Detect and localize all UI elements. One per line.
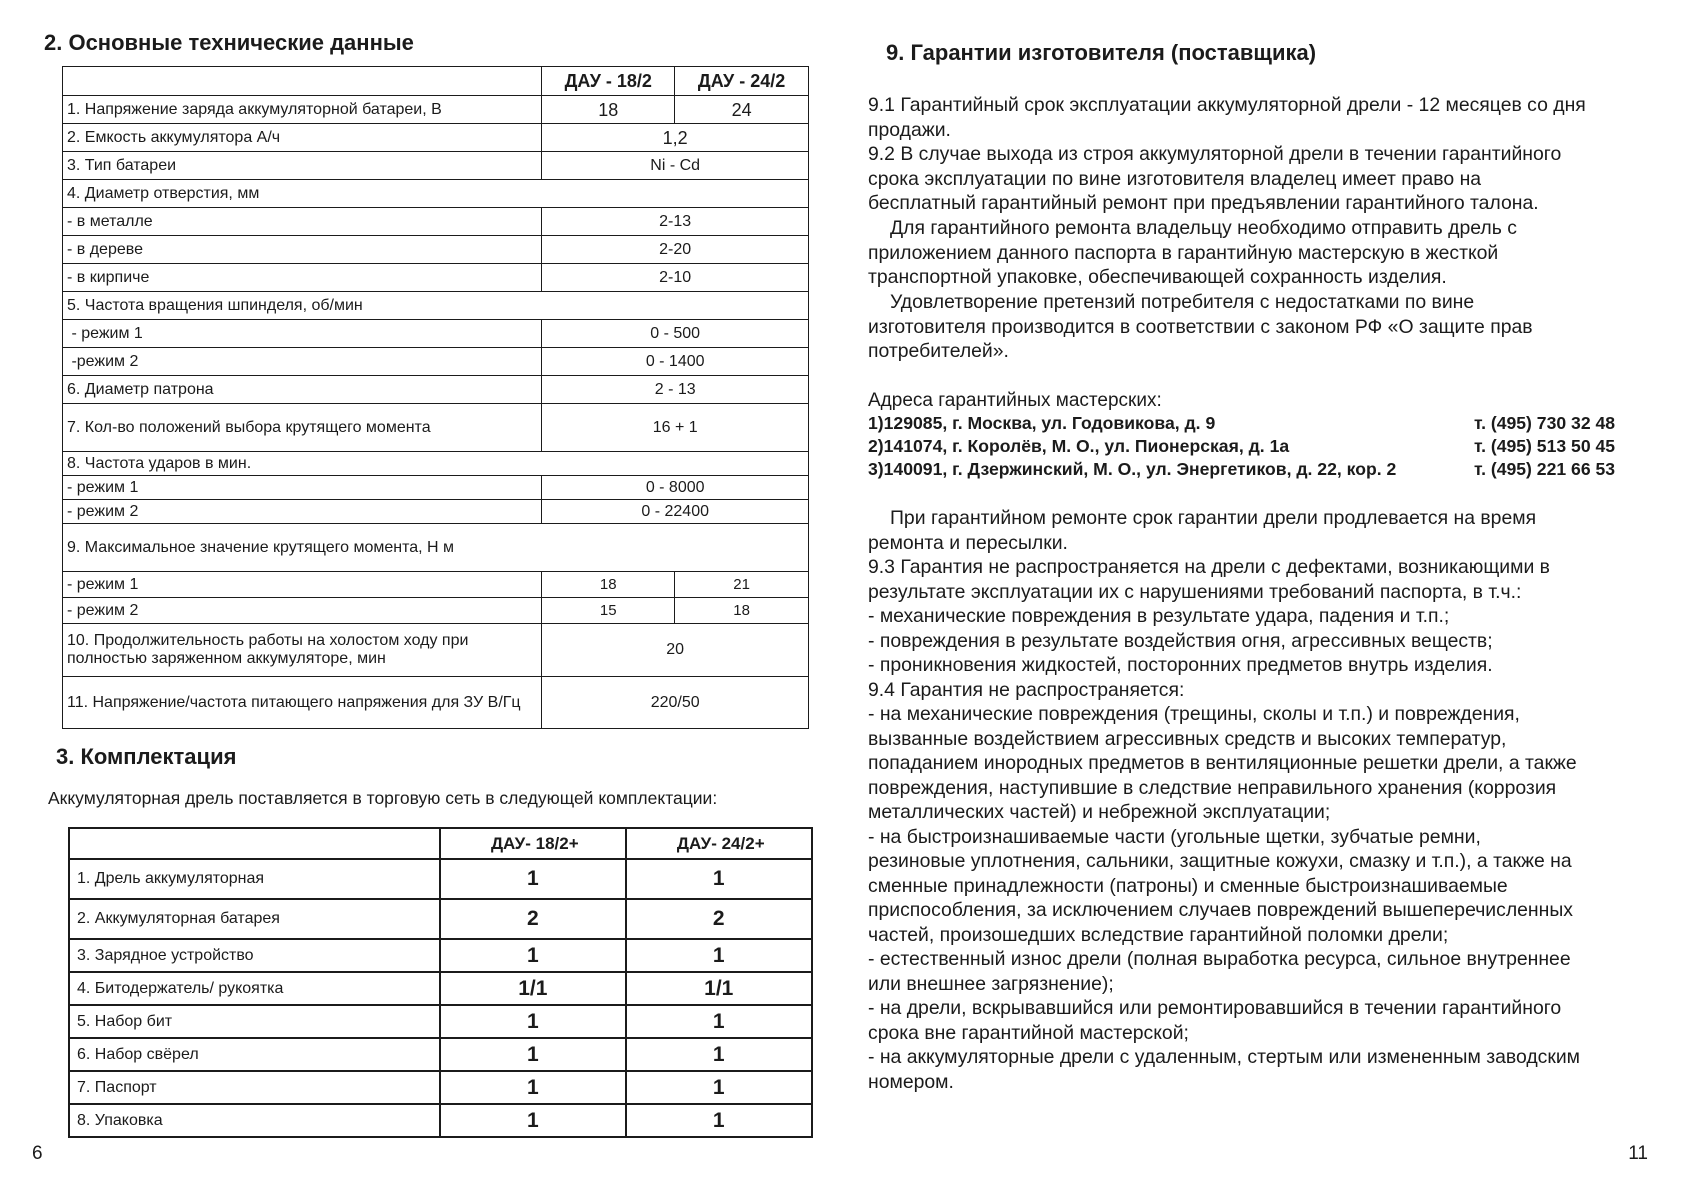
row-value: 2-13 bbox=[542, 208, 809, 236]
text-line: Удовлетворение претензий потребителя с недостатками по вине bbox=[890, 291, 1475, 313]
address-line bbox=[868, 413, 1616, 434]
col-header-dau-18: ДАУ - 18/2 bbox=[542, 67, 675, 96]
text-line: При гарантийном ремонте срок гарантии дрели продлевается на время bbox=[890, 507, 1537, 529]
text-line: - повреждения в результате воздействия огня, агрессивных веществ; bbox=[868, 629, 1493, 652]
row-label: 5. Частота вращения шпинделя, об/мин bbox=[63, 292, 809, 320]
table-row bbox=[63, 96, 809, 124]
kit-qty: 1 bbox=[440, 1071, 625, 1104]
kit-item: 5. Набор бит bbox=[69, 1005, 440, 1038]
row-label: - режим 2 bbox=[63, 500, 542, 524]
kit-qty: 1 bbox=[626, 1038, 812, 1071]
table-row bbox=[63, 208, 809, 236]
row-label: 4. Диаметр отверстия, мм bbox=[63, 180, 809, 208]
address-text: 2)141074, г. Королёв, М. О., ул. Пионерская, д. 1а bbox=[868, 436, 1290, 456]
addresses-title: Адреса гарантийных мастерских: bbox=[868, 390, 1162, 411]
col-header-dau-18-plus: ДАУ- 18/2+ bbox=[440, 828, 625, 859]
kit-qty: 1 bbox=[440, 1038, 625, 1071]
row-value: 18 bbox=[542, 572, 675, 598]
row-value: 21 bbox=[675, 572, 809, 598]
row-label: 9. Максимальное значение крутящего момента, Н м bbox=[63, 524, 809, 572]
text-line: - на быстроизнашиваемые части (угольные щетки, зубчатые ремни, bbox=[868, 825, 1481, 848]
kit-qty: 1 bbox=[626, 1104, 812, 1137]
kit-table bbox=[68, 827, 813, 1138]
text-line: 9.4 Гарантия не распространяется: bbox=[868, 678, 1185, 701]
table-cell bbox=[69, 828, 440, 859]
row-label: - в кирпиче bbox=[63, 264, 542, 292]
table-row bbox=[63, 264, 809, 292]
table-row bbox=[69, 972, 812, 1005]
text-line: бесплатный гарантийный ремонт при предъявлении гарантийного талона. bbox=[868, 192, 1539, 214]
text-line: сменные принадлежности (патроны) и сменные быстроизнашиваемые bbox=[868, 874, 1508, 897]
table-row bbox=[63, 598, 809, 624]
row-label: 1. Напряжение заряда аккумуляторной батареи, В bbox=[63, 96, 542, 124]
kit-qty: 2 bbox=[440, 899, 625, 939]
page-number-left: 6 bbox=[32, 1143, 43, 1164]
text-line: срока эксплуатации по вине изготовителя владелец имеет право на bbox=[868, 167, 1482, 190]
table-row bbox=[69, 1104, 812, 1137]
table-row bbox=[69, 1005, 812, 1038]
table-row bbox=[69, 1071, 812, 1104]
table-row bbox=[63, 524, 809, 572]
row-label: 10. Продолжительность работы на холостом ходу при полностью заряженном аккумуляторе, мин bbox=[63, 624, 542, 677]
text-line: - на аккумуляторные дрели с удаленным, стертым или измененным заводским bbox=[868, 1046, 1580, 1068]
row-value: 16 + 1 bbox=[542, 404, 809, 452]
row-label: - режим 1 bbox=[63, 572, 542, 598]
table-row bbox=[63, 124, 809, 152]
row-label: 6. Диаметр патрона bbox=[63, 376, 542, 404]
kit-item: 6. Набор свёрел bbox=[69, 1038, 440, 1071]
table-row bbox=[63, 500, 809, 524]
table-row bbox=[63, 677, 809, 729]
row-label: 11. Напряжение/частота питающего напряжения для ЗУ В/Гц bbox=[63, 677, 542, 729]
kit-qty: 1/1 bbox=[440, 972, 625, 1005]
row-label: 3. Тип батареи bbox=[63, 152, 542, 180]
table-row bbox=[63, 236, 809, 264]
section-3-title: 3. Комплектация bbox=[56, 744, 237, 769]
kit-qty: 1 bbox=[626, 1071, 812, 1104]
row-value: 18 bbox=[542, 96, 675, 124]
row-value: 0 - 22400 bbox=[542, 500, 809, 524]
row-label: 7. Кол-во положений выбора крутящего момента bbox=[63, 404, 542, 452]
row-value: 0 - 8000 bbox=[542, 476, 809, 500]
row-label: 8. Частота ударов в мин. bbox=[63, 452, 809, 476]
table-row bbox=[63, 292, 809, 320]
kit-qty: 1 bbox=[626, 859, 812, 899]
table-header-row bbox=[63, 67, 809, 96]
text-line: потребителей». bbox=[868, 340, 1009, 362]
address-line bbox=[868, 436, 1616, 457]
table-row bbox=[63, 452, 809, 476]
kit-item: 3. Зарядное устройство bbox=[69, 939, 440, 972]
text-line: металлических частей) и небрежной эксплуатации; bbox=[868, 801, 1331, 823]
table-row bbox=[69, 1038, 812, 1071]
text-line: Для гарантийного ремонта владельцу необходимо отправить дрель с bbox=[890, 217, 1517, 239]
kit-qty: 1/1 bbox=[626, 972, 812, 1005]
kit-item: 2. Аккумуляторная батарея bbox=[69, 899, 440, 939]
text-line: попаданием инородных предметов в вентиляционные решетки дрели, а также bbox=[868, 752, 1577, 774]
row-value: Ni - Cd bbox=[542, 152, 809, 180]
kit-item: 8. Упаковка bbox=[69, 1104, 440, 1137]
warranty-repair-para bbox=[868, 216, 1666, 290]
text-line: 9.3 Гарантия не распространяется на дрели с дефектами, возникающими в bbox=[868, 556, 1550, 578]
table-row bbox=[63, 376, 809, 404]
text-line: транспортной упаковке, обеспечивающей сохранность изделия. bbox=[868, 266, 1447, 288]
row-label: -режим 2 bbox=[63, 348, 542, 376]
phone-number: т. (495) 513 50 45 bbox=[1474, 436, 1616, 456]
address-line bbox=[868, 459, 1616, 480]
exclusions-para bbox=[868, 555, 1666, 1094]
text-line: - на дрели, вскрывавшийся или ремонтировавшийся в течении гарантийного bbox=[868, 997, 1562, 1019]
text-line: резиновые уплотнения, сальники, защитные кожухи, смазку и т.п.), а также на bbox=[868, 850, 1572, 872]
kit-qty: 1 bbox=[440, 939, 625, 972]
col-header-dau-24-plus: ДАУ- 24/2+ bbox=[626, 828, 812, 859]
address-text: 3)140091, г. Дзержинский, М. О., ул. Энергетиков, д. 22, кор. 2 bbox=[868, 459, 1397, 479]
text-line: - механические повреждения в результате удара, падения и т.п.; bbox=[868, 605, 1450, 627]
right-page bbox=[842, 0, 1684, 1191]
row-value: 2-20 bbox=[542, 236, 809, 264]
text-line: результате эксплуатации их с нарушениями требований паспорта, в т.ч.: bbox=[868, 580, 1522, 603]
text-line: ремонта и пересылки. bbox=[868, 531, 1068, 554]
table-row bbox=[63, 404, 809, 452]
kit-qty: 1 bbox=[626, 1005, 812, 1038]
kit-qty: 1 bbox=[440, 859, 625, 899]
text-line: - на механические повреждения (трещины, сколы и т.п.) и повреждения, bbox=[868, 703, 1520, 725]
table-row bbox=[63, 180, 809, 208]
row-value: 220/50 bbox=[542, 677, 809, 729]
row-label: - режим 1 bbox=[63, 320, 542, 348]
kit-item: 4. Битодержатель/ рукоятка bbox=[69, 972, 440, 1005]
table-row bbox=[63, 476, 809, 500]
text-line: повреждения, наступившие в следствие неправильного хранения (коррозия bbox=[868, 776, 1557, 799]
row-value: 15 bbox=[542, 598, 675, 624]
row-value: 20 bbox=[542, 624, 809, 677]
text-line: - естественный износ дрели (полная выработка ресурса, сильное внутреннее bbox=[868, 948, 1571, 970]
kit-qty: 2 bbox=[626, 899, 812, 939]
table-row bbox=[69, 939, 812, 972]
kit-item: 7. Паспорт bbox=[69, 1071, 440, 1104]
address-text: 1)129085, г. Москва, ул. Годовикова, д. 9 bbox=[868, 413, 1216, 433]
table-row bbox=[63, 348, 809, 376]
kit-item: 1. Дрель аккумуляторная bbox=[69, 859, 440, 899]
row-label: - режим 1 bbox=[63, 476, 542, 500]
table-row bbox=[63, 152, 809, 180]
row-label: - в металле bbox=[63, 208, 542, 236]
text-line: 9.2 В случае выхода из строя аккумуляторной дрели в течении гарантийного bbox=[868, 143, 1562, 165]
text-line: приложением данного паспорта в гарантийную мастерскую в жесткой bbox=[868, 241, 1499, 264]
section-2-title: 2. Основные технические данные bbox=[44, 30, 414, 55]
row-value: 24 bbox=[675, 96, 809, 124]
row-value: 18 bbox=[675, 598, 809, 624]
text-line: приспособления, за исключением случаев повреждений вышеперечисленных bbox=[868, 899, 1573, 921]
table-row bbox=[63, 624, 809, 677]
kit-qty: 1 bbox=[440, 1104, 625, 1137]
row-value: 0 - 1400 bbox=[542, 348, 809, 376]
row-label: - режим 2 bbox=[63, 598, 542, 624]
table-header-row bbox=[69, 828, 812, 859]
table-row bbox=[63, 572, 809, 598]
extension-para bbox=[868, 506, 1666, 555]
table-cell bbox=[63, 67, 542, 96]
text-line: изготовителя производится в соответствии с законом РФ «О защите прав bbox=[868, 315, 1533, 338]
table-row bbox=[69, 859, 812, 899]
kit-qty: 1 bbox=[626, 939, 812, 972]
row-value: 2-10 bbox=[542, 264, 809, 292]
kit-intro-text: Аккумуляторная дрель поставляется в торговую сеть в следующей комплектации: bbox=[48, 788, 718, 808]
text-line: - проникновения жидкостей, посторонних предметов внутрь изделия. bbox=[868, 654, 1493, 676]
warranty-para-9-1-9-2 bbox=[868, 93, 1666, 216]
text-line: частей, произошедших вследствие гарантийной поломки дрели; bbox=[868, 923, 1449, 946]
row-label: - в дереве bbox=[63, 236, 542, 264]
text-line: или внешнее загрязнение); bbox=[868, 972, 1114, 995]
page-number-right: 11 bbox=[1628, 1143, 1648, 1164]
row-label: 2. Емкость аккумулятора А/ч bbox=[63, 124, 542, 152]
text-line: продажи. bbox=[868, 118, 951, 141]
col-header-dau-24: ДАУ - 24/2 bbox=[675, 67, 809, 96]
row-value: 1,2 bbox=[542, 124, 809, 152]
table-row bbox=[69, 899, 812, 939]
phone-number: т. (495) 730 32 48 bbox=[1474, 413, 1616, 433]
kit-qty: 1 bbox=[440, 1005, 625, 1038]
phone-number: т. (495) 221 66 53 bbox=[1474, 459, 1616, 479]
row-value: 2 - 13 bbox=[542, 376, 809, 404]
section-9-title: 9. Гарантии изготовителя (поставщика) bbox=[886, 40, 1317, 65]
table-row bbox=[63, 320, 809, 348]
text-line: срока вне гарантийной мастерской; bbox=[868, 1021, 1189, 1044]
row-value: 0 - 500 bbox=[542, 320, 809, 348]
text-line: вызванные воздействием агрессивных средств и высоких температур, bbox=[868, 727, 1507, 750]
tech-specs-table bbox=[62, 66, 809, 729]
text-line: 9.1 Гарантийный срок эксплуатации аккумуляторной дрели - 12 месяцев со дня bbox=[868, 94, 1586, 116]
claims-para bbox=[868, 290, 1666, 364]
text-line: номером. bbox=[868, 1070, 954, 1093]
